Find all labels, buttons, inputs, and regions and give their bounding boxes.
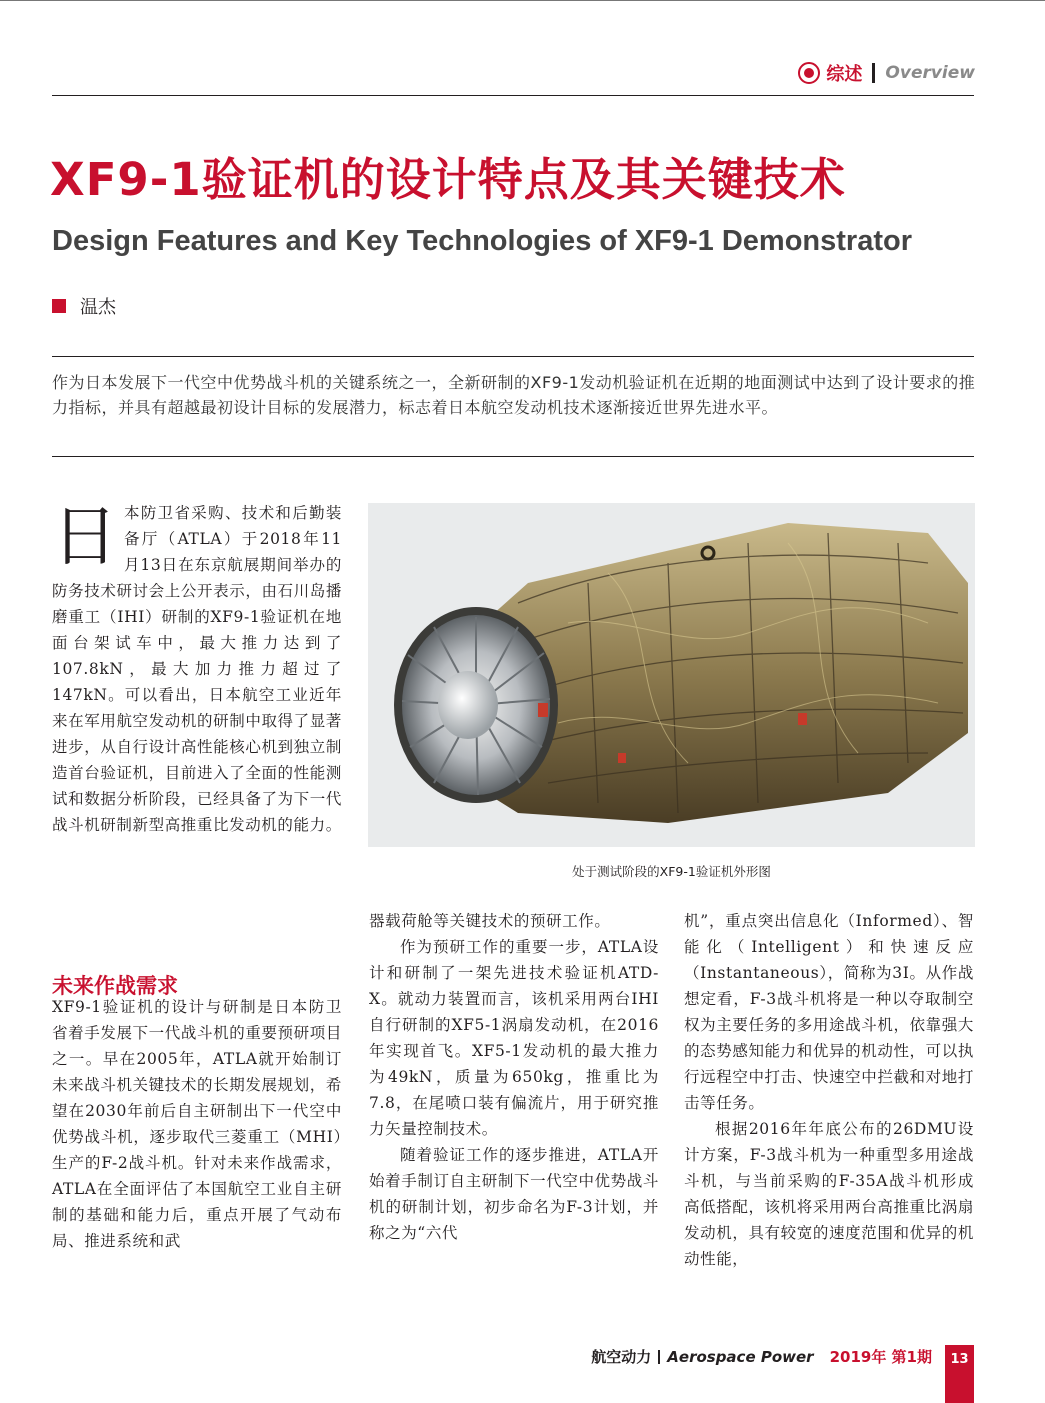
column-2-paragraph-1: 器载荷舱等关键技术的预研工作。 [369,912,611,930]
author-name: 温杰 [80,297,116,318]
engine-photo [368,503,975,847]
header-section-en: Overview [885,63,975,83]
header-divider [872,63,875,83]
author-line [52,293,116,319]
section-heading: 未来作战需求 [52,974,178,998]
footer-journal-cn: 航空动力 [591,1348,652,1366]
journal-logo-icon [798,62,820,84]
header-section-cn: 综述 [826,64,863,85]
column-3-paragraph-2: 根据2016年年底公布的26DMU设计方案，F-3战斗机为一种重型多用途战斗机，与当前采购的F-35A战斗机形成高低搭配，该机将采用两台高推重比涡扇发动机，具有较宽的速度范围和优异的机动性能， [684,1120,974,1268]
abstract-top-rule [52,356,974,357]
column-3 [684,908,974,1272]
figure-caption: 处于测试阶段的XF9-1验证机外形图 [572,864,771,879]
abstract-bottom-rule [52,456,974,457]
footer-divider [658,1350,660,1364]
column-2-paragraph-2: 作为预研工作的重要一步，ATLA设计和研制了一架先进技术验证机ATD-X。就动力装置而言，该机采用两台IHI自行研制的XF5-1涡扇发动机，在2016年实现首飞。XF5-1发动机的最大推力为49kN，质量为650kg，推重比为7.8，在尾喷口装有偏流片，用于研究推力矢量控制技术。 [369,938,659,1138]
footer-issue: 2019年 第1期 [829,1348,932,1366]
column-1-section [52,994,342,1254]
article-title-en: Design Features and Key Technologies of XF9-1 Demonstrator [52,225,912,257]
running-header [798,60,975,86]
footer-journal-en: Aerospace Power [667,1347,814,1366]
column-3-paragraph-1: 机”，重点突出信息化（Informed）、智能化（Intelligent）和快速反应（Instantaneous），简称为3I。从作战想定看，F-3战斗机将是一种以夺取制空权为主要任务的多用途战斗机，依靠强大的态势感知能力和优异的机动性，可以执行远程空中打击、快速空中拦截和对地打击等任务。 [684,912,974,1112]
author-marker-icon [52,299,66,313]
drop-cap: 日 [52,498,119,575]
header-rule [52,95,974,96]
abstract: 作为日本发展下一代空中优势战斗机的关键系统之一，全新研制的XF9-1发动机验证机在近期的地面测试中达到了设计要求的推力指标，并具有超越最初设计目标的发展潜力，标志着日本航空发动机技术逐渐接近世界先进水平。 [52,373,976,417]
column-2 [369,908,659,1246]
column-2-paragraph-3: 随着验证工作的逐步推进，ATLA开始着手制订自主研制下一代空中优势战斗机的研制计划，初步命名为F-3计划，并称之为“六代 [369,1146,659,1242]
page-footer [591,1346,932,1367]
engine-illustration [368,503,975,847]
column-1-intro [52,500,342,838]
section-paragraph-1: XF9-1验证机的设计与研制是日本防卫省着手发展下一代战斗机的重要预研项目之一。早在2005年，ATLA就开始制订未来战斗机关键技术的长期发展规划，希望在2030年前后自主研制出下一代空中优势战斗机，逐步取代三菱重工（MHI）生产的F-2战斗机。针对未来作战需求，ATLA在全面评估了本国航空工业自主研制的基础和能力后，重点开展了气动布局、推进系统和武 [52,998,342,1250]
intro-paragraph: 本防卫省采购、技术和后勤装备厅（ATLA）于2018年11月13日在东京航展期间举办的防务技术研讨会上公开表示，由石川岛播磨重工（IHI）研制的XF9-1验证机在地面台架试车中，最大推力达到了107.8kN，最大加力推力超过了147kN。可以看出，日本航空工业近年来在军用航空发动机的研制中取得了显著进步，从自行设计高性能核心机到独立制造首台验证机，目前进入了全面的性能测试和数据分析阶段，已经具备了为下一代战斗机研制新型高推重比发动机的能力。 [52,504,342,834]
page-number: 13 [945,1345,974,1403]
article-title-cn: XF9-1验证机的设计特点及其关键技术 [50,153,846,206]
top-border [0,0,1045,1]
